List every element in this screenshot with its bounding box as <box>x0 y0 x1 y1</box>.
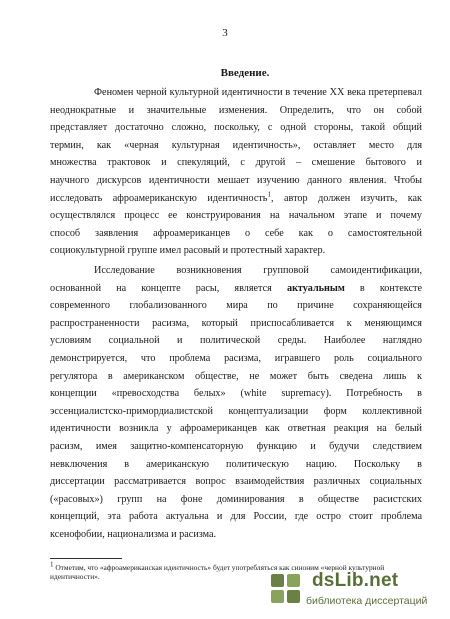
body-line-text: осуществлялся процесс ее конструирования на начальном этапе и почему <box>50 210 422 222</box>
dslib-watermark[interactable] <box>268 570 438 614</box>
body-line <box>50 299 422 312</box>
emphasized-term: актуальным <box>286 282 345 294</box>
body-line-text: множества трактовок и спекуляций, с другой – смешение бытового и <box>50 157 422 169</box>
body-line <box>50 227 422 240</box>
body-line <box>50 334 422 347</box>
body-line-text: условиям социальной и политической среды. Наиболее наглядно <box>50 335 422 347</box>
body-line <box>50 370 422 383</box>
footnote-marker: 1 <box>50 560 54 569</box>
body-line <box>50 528 422 541</box>
body-line <box>50 121 422 134</box>
body-line <box>50 244 422 257</box>
body-line <box>50 387 422 400</box>
footnote-text: идентичности». <box>50 572 100 581</box>
section-heading: Введение. <box>220 67 270 79</box>
body-line <box>94 86 422 99</box>
body-line-text: неоднократные и значительные изменения. Определить, что он собой <box>50 104 422 116</box>
body-line-text: научного дискурсов идентичности мешает изучению данного явления. Чтобы <box>50 175 422 186</box>
body-line-text: демонстрируется, что проблема расизма, игравшего роль социального <box>50 353 422 364</box>
watermark-subtitle: библиотека диссертаций <box>306 595 428 607</box>
body-line <box>50 422 422 435</box>
body-line <box>50 174 422 187</box>
body-line-text: , автор должен изучить, как <box>270 192 423 204</box>
body-line-text: современного глобализованного мира по причине сохраняющейся <box>50 300 422 312</box>
body-line <box>50 458 422 471</box>
body-line-text: концепций, эта работа актуальна и для России, где остро стоит проблема <box>50 511 422 523</box>
body-line <box>94 264 422 277</box>
body-line-text: ксенофобии, национализма и расизма. <box>50 529 217 540</box>
body-line-text: концепции «превосходства белых» (white supremacy). Потребность в <box>50 388 422 400</box>
body-line-text: невключения в американскую политическую нацию. Поскольку в <box>50 458 422 470</box>
body-line-text: идентичности возникла у афроамериканцев как ответная реакция на белый <box>50 423 422 435</box>
body-line-text: представляет достаточно сложно, поскольку, с одной стороны, такой общий <box>50 122 422 134</box>
body-line-text: расизм, имея защитно-компенсаторную функцию и будучи следствием <box>50 441 422 452</box>
body-line-text: эссенциалистско-примордиалистской концептуализации форм коллективной <box>50 405 422 417</box>
body-line <box>50 510 422 523</box>
body-line-text: диссертации рассматривается вопрос взаимодействия различных социальных <box>50 476 422 488</box>
body-line <box>50 405 422 418</box>
body-line-text: исследовать афроамериканскую идентичность <box>50 192 268 204</box>
body-line-text: способ заявления афроамериканцев о себе как о самостоятельной <box>50 227 422 239</box>
watermark-title: dsLib.net <box>312 570 399 591</box>
body-line-text: Феномен черной культурной идентичности в течение XX века претерпевал <box>94 87 422 98</box>
body-line-text: социокультурной группе имел расовый и протестный характер. <box>50 245 326 257</box>
body-line <box>50 282 422 295</box>
body-line <box>50 475 422 488</box>
body-line-text: термин, как «черная культурная идентичность», оставляет место для <box>50 139 422 151</box>
dslib-logo-icon <box>268 571 304 607</box>
body-line-text: Исследование возникновения групповой самоидентификации, <box>94 265 422 276</box>
body-line <box>50 104 422 117</box>
page-number: 3 <box>222 27 228 39</box>
body-line <box>50 139 422 152</box>
body-line <box>50 440 422 453</box>
body-line-text: («расовых») групп на фоне доминирования в обществе расистских <box>50 493 422 505</box>
body-line <box>50 493 422 506</box>
body-line-text: регулятора в американском обществе, не может быть сведена лишь к <box>50 370 422 382</box>
footnote-rule <box>50 558 122 559</box>
body-line <box>50 156 422 169</box>
footnote-text: Отметим, что «афроамериканская идентичность» будет употребляться как синоним «черной культурной <box>53 563 385 572</box>
body-line <box>50 192 422 205</box>
body-line <box>50 317 422 330</box>
body-line <box>50 209 422 222</box>
footnote-reference: 1 <box>267 190 271 199</box>
body-line <box>50 352 422 365</box>
body-line-text: распространенности расизма, который приспосабливается к меняющимся <box>50 317 422 329</box>
body-line-text: в контексте <box>344 282 422 294</box>
body-line-text: основанной на концепте расы, является <box>50 282 287 294</box>
